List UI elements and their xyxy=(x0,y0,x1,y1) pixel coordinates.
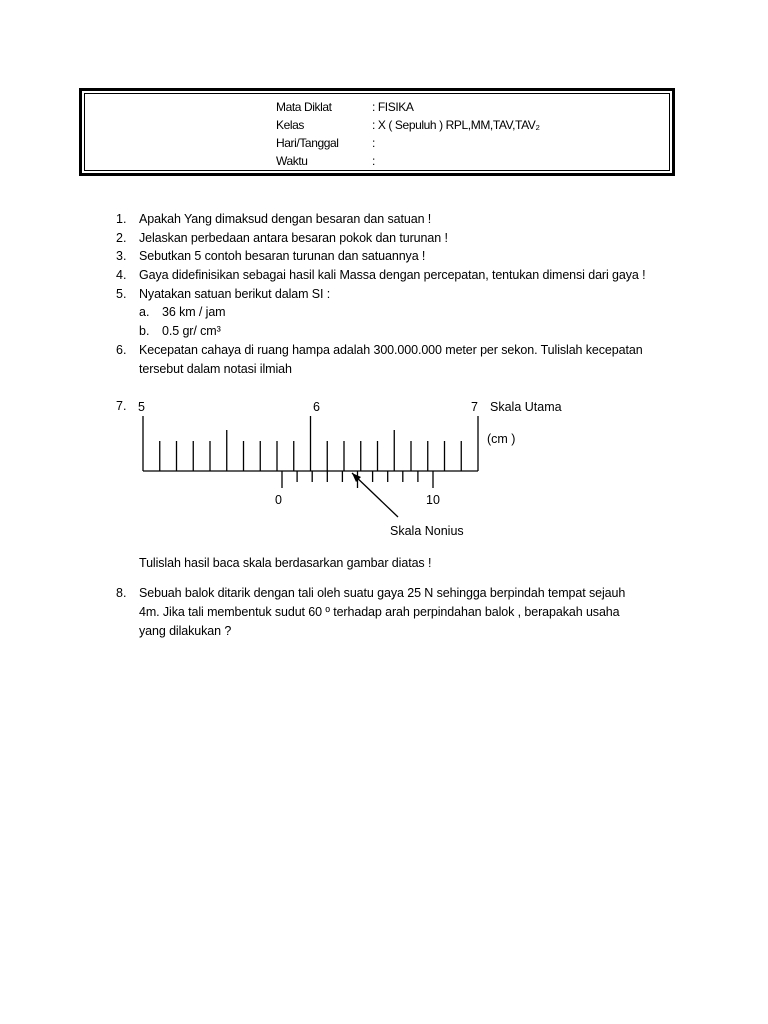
header-label: Waktu xyxy=(276,154,308,168)
question-2: Jelaskan perbedaan antara besaran pokok dan turunan ! xyxy=(139,231,448,245)
vernier-label-0: 0 xyxy=(275,493,282,507)
main-scale-label-6: 6 xyxy=(313,400,320,414)
header-value: : FISIKA xyxy=(372,100,414,114)
header-value: : xyxy=(372,136,375,150)
header-label: Mata Diklat xyxy=(276,100,332,114)
main-scale xyxy=(143,416,478,471)
main-scale-label-7: 7 xyxy=(471,400,478,414)
vernier-title: Skala Nonius xyxy=(390,524,464,538)
sub-item-letter: a. xyxy=(139,305,150,319)
question-6-line-2: tersebut dalam notasi ilmiah xyxy=(139,362,292,376)
header-value: : xyxy=(372,154,375,168)
question-8-line-1: Sebuah balok ditarik dengan tali oleh suatu gaya 25 N sehingga berpindah tempat sejauh xyxy=(139,586,626,600)
header-label: Kelas xyxy=(276,118,305,132)
question-number: 1. xyxy=(116,212,127,226)
question-number: 3. xyxy=(116,249,127,263)
question-6-line-1: Kecepatan cahaya di ruang hampa adalah 300.000.000 meter per sekon. Tulislah kecepatan xyxy=(139,343,643,357)
sub-item-letter: b. xyxy=(139,324,150,338)
header-value: : X ( Sepuluh ) RPL,MM,TAV,TAV₂ xyxy=(372,118,540,132)
sub-item-a: 36 km / jam xyxy=(162,305,226,319)
pointer-arrow-line xyxy=(352,473,398,517)
question-3: Sebutkan 5 contoh besaran turunan dan satuannya ! xyxy=(139,249,426,263)
question-4: Gaya didefinisikan sebagai hasil kali Massa dengan percepatan, tentukan dimensi dari gaya ! xyxy=(139,268,646,282)
main-scale-label-5: 5 xyxy=(138,400,145,414)
header-label: Hari/Tanggal xyxy=(276,136,339,150)
question-number: 6. xyxy=(116,343,127,357)
question-number: 8. xyxy=(116,586,127,600)
main-scale-title: Skala Utama xyxy=(490,400,562,414)
question-5: Nyatakan satuan berikut dalam SI : xyxy=(139,287,331,301)
unit-label: (cm ) xyxy=(487,432,516,446)
question-number: 7. xyxy=(116,399,127,413)
question-number: 2. xyxy=(116,231,127,245)
question-8-line-3: yang dilakukan ? xyxy=(139,624,232,638)
question-number: 4. xyxy=(116,268,127,282)
sub-item-b: 0.5 gr/ cm³ xyxy=(162,324,221,338)
question-7-instruction: Tulislah hasil baca skala berdasarkan gambar diatas ! xyxy=(139,556,432,570)
question-number: 5. xyxy=(116,287,127,301)
vernier-label-10: 10 xyxy=(426,493,440,507)
question-1: Apakah Yang dimaksud dengan besaran dan satuan ! xyxy=(139,212,432,226)
question-8-line-2: 4m. Jika tali membentuk sudut 60 º terhadap arah perpindahan balok , berapakah usaha xyxy=(139,605,620,619)
